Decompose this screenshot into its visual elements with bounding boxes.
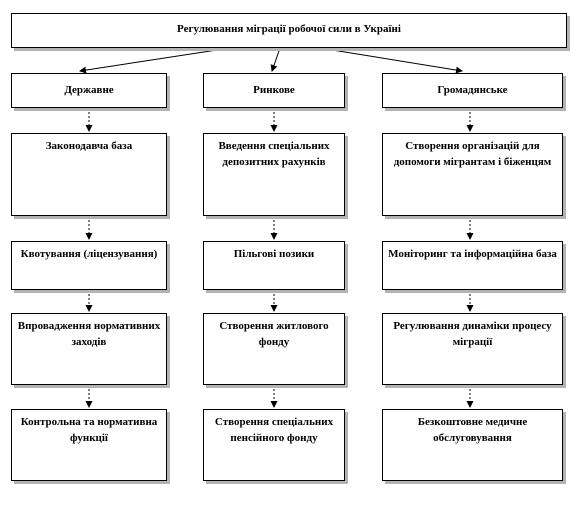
item-label: Створення організацій для допомоги мігрантам і біженцям [393, 140, 552, 168]
market-item-1 [203, 133, 345, 216]
state-item-4 [11, 409, 167, 481]
column-header-state [11, 73, 167, 108]
item-label: Пільгові позики [233, 248, 315, 260]
item-label: Безкоштовне медичне обслуговування [417, 416, 528, 444]
item-label: Створення житлового фонду [219, 320, 329, 348]
column-header-label: Ринкове [253, 84, 295, 96]
item-label: Введення спеціальних депозитних рахунків [218, 140, 330, 168]
state-item-2 [11, 241, 167, 290]
item-label: Законодавча база [45, 140, 133, 152]
diagram-title: Регулювання міграції робочої сили в Україні [177, 23, 401, 35]
diagram-title-box [11, 13, 567, 48]
market-item-3 [203, 313, 345, 385]
arrow-title-to-state [80, 48, 230, 71]
arrow-title-to-civil [320, 48, 462, 71]
civil-item-3 [382, 313, 563, 385]
column-header-label: Державне [64, 84, 114, 96]
item-label: Контрольна та нормативна функції [20, 416, 158, 444]
civil-item-2 [382, 241, 563, 290]
item-label: Впровадження нормативних заходів [17, 320, 161, 348]
state-item-3 [11, 313, 167, 385]
civil-item-4 [382, 409, 563, 481]
item-label: Квотування (ліцензування) [20, 248, 158, 260]
market-item-2 [203, 241, 345, 290]
market-item-4 [203, 409, 345, 481]
column-header-market [203, 73, 345, 108]
item-label: Створення спеціальних пенсійного фонду [214, 416, 334, 444]
column-header-label: Громадянське [437, 84, 508, 96]
item-label: Моніторинг та інформаційна база [388, 248, 557, 260]
column-header-civil [382, 73, 563, 108]
civil-item-1 [382, 133, 563, 216]
state-item-1 [11, 133, 167, 216]
arrow-title-to-market [272, 48, 280, 71]
item-label: Регулювання динаміки процесу міграції [393, 320, 552, 348]
